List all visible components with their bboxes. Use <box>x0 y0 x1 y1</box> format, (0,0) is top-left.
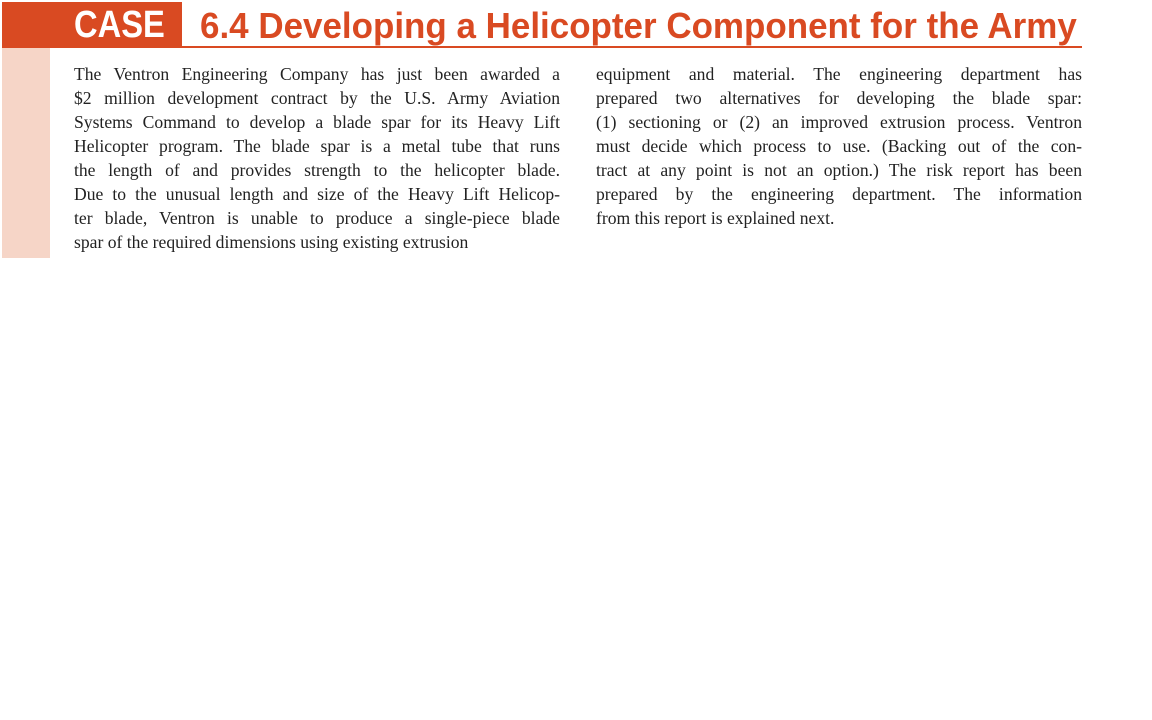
text-line: spar of the required dimensions using existing extrusion <box>74 232 469 252</box>
text-line: from this report is explained next. <box>596 208 835 228</box>
case-label: CASE <box>74 4 165 46</box>
body-column-left <box>74 62 560 254</box>
text-line: Systems Command to develop a blade spar for its Heavy Lift <box>74 112 560 132</box>
margin-strip <box>2 48 50 258</box>
text-line: Helicopter program. The blade spar is a metal tube that runs <box>74 136 560 156</box>
text-line: The Ventron Engineering Company has just been awarded a <box>74 64 560 84</box>
text-line: must decide which process to use. (Backing out of the con- <box>596 136 1082 156</box>
text-line: (1) sectioning or (2) an improved extrusion process. Ventron <box>596 112 1082 132</box>
text-line: prepared by the engineering department. The information <box>596 184 1082 204</box>
text-line: ter blade, Ventron is unable to produce a single-piece blade <box>74 208 560 228</box>
text-line: $2 million development contract by the U.S. Army Aviation <box>74 88 560 108</box>
case-title: 6.4 Developing a Helicopter Component for the Army <box>200 5 1077 46</box>
text-line: prepared two alternatives for developing the blade spar: <box>596 88 1082 108</box>
text-line: equipment and material. The engineering department has <box>596 64 1082 84</box>
text-line: tract at any point is not an option.) The risk report has been <box>596 160 1082 180</box>
body-column-right <box>596 62 1082 230</box>
title-underline <box>182 46 1082 48</box>
text-line: Due to the unusual length and size of the Heavy Lift Helicop- <box>74 184 560 204</box>
text-line: the length of and provides strength to the helicopter blade. <box>74 160 560 180</box>
